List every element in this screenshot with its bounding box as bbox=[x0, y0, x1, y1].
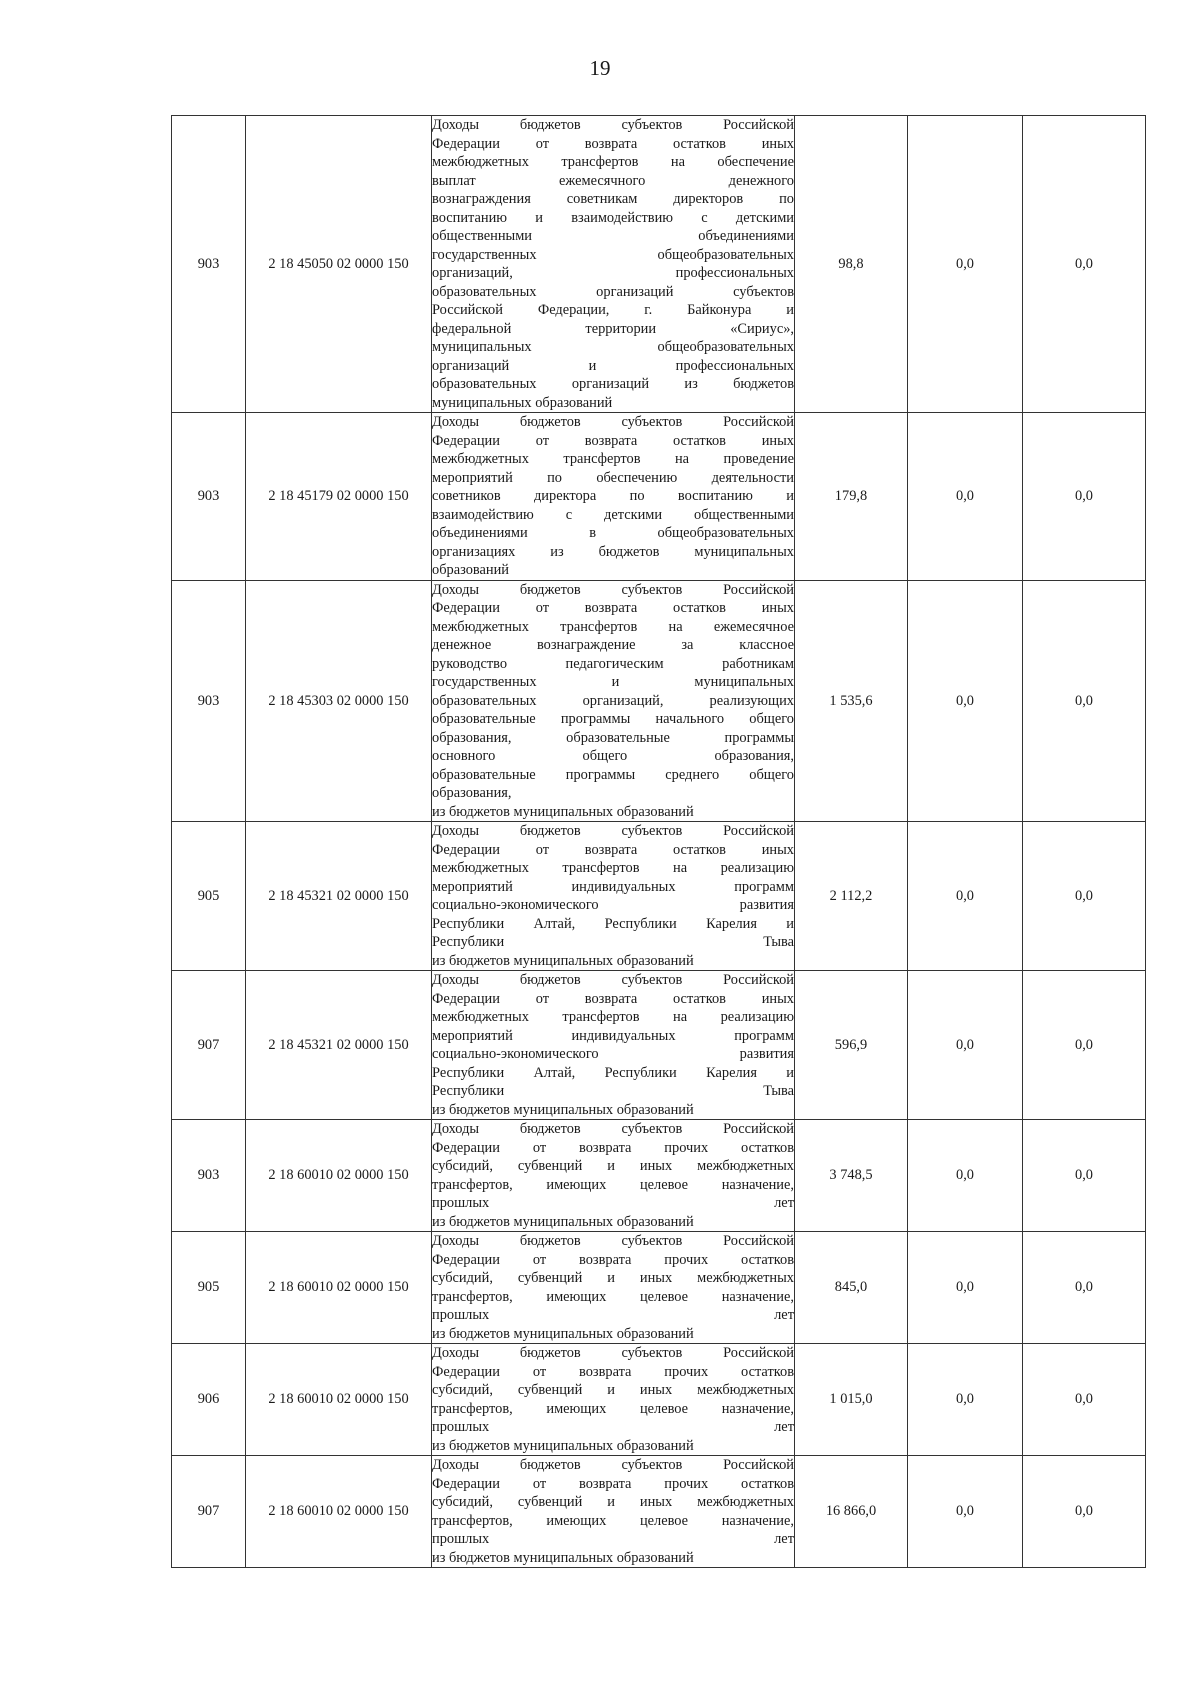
description-line: образования, образовательные программы bbox=[432, 729, 794, 746]
description-line: межбюджетных трансфертов на реализацию bbox=[432, 860, 794, 876]
description-line: из бюджетов муниципальных образований bbox=[432, 1101, 694, 1118]
admin-code-cell: 907 bbox=[172, 971, 246, 1120]
amount-plan-2-cell: 0,0 bbox=[1023, 1120, 1146, 1232]
table-row bbox=[172, 413, 1146, 581]
budget-code-cell: 2 18 60010 02 0000 150 bbox=[246, 1344, 432, 1456]
description-line: Федерации от возврата прочих остатков bbox=[432, 1139, 794, 1156]
description-line: вознаграждения советникам директоров по bbox=[432, 191, 794, 207]
description-line: трансфертов, имеющих целевое назначение, bbox=[432, 1512, 794, 1529]
description-line: образовательные программы среднего общего bbox=[432, 766, 794, 783]
description-line: Доходы бюджетов субъектов Российской bbox=[432, 1233, 794, 1249]
admin-code-cell: 906 bbox=[172, 1344, 246, 1456]
amount-cell: 179,8 bbox=[795, 413, 908, 581]
description-cell bbox=[432, 1232, 795, 1344]
description-line: Федерации от возврата остатков иных bbox=[432, 841, 794, 858]
description-line: субсидий, субвенций и иных межбюджетных bbox=[432, 1382, 794, 1398]
description-line: Республики Тыва bbox=[432, 1083, 794, 1099]
description-line: трансфертов, имеющих целевое назначение, bbox=[432, 1400, 794, 1417]
description-line: организаций и профессиональных bbox=[432, 357, 794, 374]
amount-plan-2-cell: 0,0 bbox=[1023, 413, 1146, 581]
description-line: прошлых лет bbox=[432, 1531, 794, 1547]
amount-plan-1-cell: 0,0 bbox=[908, 580, 1023, 822]
description-line: общественными объединениями bbox=[432, 228, 794, 244]
amount-plan-2-cell: 0,0 bbox=[1023, 822, 1146, 971]
description-line: из бюджетов муниципальных образований bbox=[432, 1213, 694, 1230]
amount-cell: 16 866,0 bbox=[795, 1456, 908, 1568]
description-line: Федерации от возврата остатков иных bbox=[432, 135, 794, 152]
description-line: Республики Алтай, Республики Карелия и bbox=[432, 915, 794, 932]
description-line: субсидий, субвенций и иных межбюджетных bbox=[432, 1270, 794, 1286]
description-line: Доходы бюджетов субъектов Российской bbox=[432, 823, 794, 839]
amount-plan-2-cell: 0,0 bbox=[1023, 1344, 1146, 1456]
description-line: организаций, профессиональных bbox=[432, 265, 794, 281]
amount-cell: 1 535,6 bbox=[795, 580, 908, 822]
amount-plan-1-cell: 0,0 bbox=[908, 1120, 1023, 1232]
description-line: Федерации от возврата остатков иных bbox=[432, 600, 794, 616]
description-cell bbox=[432, 1120, 795, 1232]
amount-plan-1-cell: 0,0 bbox=[908, 1456, 1023, 1568]
description-line: федеральной территории «Сириус», bbox=[432, 320, 794, 337]
description-line: Федерации от возврата прочих остатков bbox=[432, 1251, 794, 1268]
description-line: субсидий, субвенций и иных межбюджетных bbox=[432, 1158, 794, 1174]
budget-code-cell: 2 18 45179 02 0000 150 bbox=[246, 413, 432, 581]
description-line: муниципальных образований bbox=[432, 394, 613, 411]
admin-code-cell: 905 bbox=[172, 822, 246, 971]
description-line: межбюджетных трансфертов на обеспечение bbox=[432, 154, 794, 170]
amount-plan-2-cell: 0,0 bbox=[1023, 1232, 1146, 1344]
description-line: Доходы бюджетов субъектов Российской bbox=[432, 414, 794, 430]
admin-code-cell: 907 bbox=[172, 1456, 246, 1568]
description-line: руководство педагогическим работникам bbox=[432, 655, 794, 672]
description-line: трансфертов, имеющих целевое назначение, bbox=[432, 1176, 794, 1193]
table-row bbox=[172, 1232, 1146, 1344]
description-line: объединениями в общеобразовательных bbox=[432, 525, 794, 541]
table-row bbox=[172, 116, 1146, 413]
table-row bbox=[172, 1344, 1146, 1456]
description-line: выплат ежемесячного денежного bbox=[432, 172, 794, 189]
amount-cell: 98,8 bbox=[795, 116, 908, 413]
description-line: государственных общеобразовательных bbox=[432, 246, 794, 263]
budget-code-cell: 2 18 45321 02 0000 150 bbox=[246, 971, 432, 1120]
table-row bbox=[172, 580, 1146, 822]
description-line: образования, bbox=[432, 785, 512, 801]
amount-plan-1-cell: 0,0 bbox=[908, 1232, 1023, 1344]
description-line: из бюджетов муниципальных образований bbox=[432, 952, 694, 969]
description-line: взаимодействию с детскими общественными bbox=[432, 506, 794, 523]
description-cell bbox=[432, 580, 795, 822]
description-line: советников директора по воспитанию и bbox=[432, 488, 794, 504]
budget-code-cell: 2 18 60010 02 0000 150 bbox=[246, 1232, 432, 1344]
description-line: из бюджетов муниципальных образований bbox=[432, 1437, 694, 1454]
description-line: социально-экономического развития bbox=[432, 897, 794, 913]
description-line: Доходы бюджетов субъектов Российской bbox=[432, 117, 794, 133]
description-line: Доходы бюджетов субъектов Российской bbox=[432, 1457, 794, 1473]
admin-code-cell: 903 bbox=[172, 1120, 246, 1232]
description-line: социально-экономического развития bbox=[432, 1046, 794, 1062]
description-cell bbox=[432, 116, 795, 413]
amount-cell: 845,0 bbox=[795, 1232, 908, 1344]
description-line: Доходы бюджетов субъектов Российской bbox=[432, 972, 794, 988]
description-line: образований bbox=[432, 562, 509, 578]
admin-code-cell: 903 bbox=[172, 116, 246, 413]
description-line: прошлых лет bbox=[432, 1419, 794, 1435]
table-row bbox=[172, 822, 1146, 971]
description-line: Федерации от возврата остатков иных bbox=[432, 432, 794, 449]
budget-revenue-table bbox=[171, 115, 1146, 1568]
description-line: межбюджетных трансфертов на проведение bbox=[432, 451, 794, 467]
description-cell bbox=[432, 1456, 795, 1568]
description-line: воспитанию и взаимодействию с детскими bbox=[432, 209, 794, 226]
description-line: образовательных организаций, реализующих bbox=[432, 692, 794, 709]
description-line: Федерации от возврата прочих остатков bbox=[432, 1475, 794, 1492]
description-line: мероприятий индивидуальных программ bbox=[432, 878, 794, 895]
description-line: образовательных организаций субъектов bbox=[432, 283, 794, 300]
budget-code-cell: 2 18 45321 02 0000 150 bbox=[246, 822, 432, 971]
admin-code-cell: 905 bbox=[172, 1232, 246, 1344]
description-line: Республики Тыва bbox=[432, 934, 794, 950]
table-row bbox=[172, 971, 1146, 1120]
description-line: Федерации от возврата прочих остатков bbox=[432, 1363, 794, 1380]
amount-plan-1-cell: 0,0 bbox=[908, 1344, 1023, 1456]
table-row bbox=[172, 1120, 1146, 1232]
description-line: основного общего образования, bbox=[432, 748, 794, 764]
description-line: из бюджетов муниципальных образований bbox=[432, 803, 694, 820]
budget-code-cell: 2 18 60010 02 0000 150 bbox=[246, 1456, 432, 1568]
amount-plan-1-cell: 0,0 bbox=[908, 971, 1023, 1120]
description-line: межбюджетных трансфертов на реализацию bbox=[432, 1009, 794, 1025]
description-line: прошлых лет bbox=[432, 1307, 794, 1323]
description-line: трансфертов, имеющих целевое назначение, bbox=[432, 1288, 794, 1305]
description-cell bbox=[432, 413, 795, 581]
description-line: государственных и муниципальных bbox=[432, 674, 794, 690]
budget-code-cell: 2 18 45050 02 0000 150 bbox=[246, 116, 432, 413]
description-line: образовательные программы начального общего bbox=[432, 711, 794, 727]
description-line: межбюджетных трансфертов на ежемесячное bbox=[432, 618, 794, 635]
budget-code-cell: 2 18 45303 02 0000 150 bbox=[246, 580, 432, 822]
description-line: из бюджетов муниципальных образований bbox=[432, 1325, 694, 1342]
amount-plan-2-cell: 0,0 bbox=[1023, 1456, 1146, 1568]
description-line: мероприятий по обеспечению деятельности bbox=[432, 469, 794, 486]
amount-plan-1-cell: 0,0 bbox=[908, 822, 1023, 971]
description-cell bbox=[432, 971, 795, 1120]
description-line: денежное вознаграждение за классное bbox=[432, 637, 794, 653]
description-cell bbox=[432, 1344, 795, 1456]
description-line: Республики Алтай, Республики Карелия и bbox=[432, 1064, 794, 1081]
description-line: прошлых лет bbox=[432, 1195, 794, 1211]
description-line: мероприятий индивидуальных программ bbox=[432, 1027, 794, 1044]
amount-cell: 2 112,2 bbox=[795, 822, 908, 971]
admin-code-cell: 903 bbox=[172, 413, 246, 581]
amount-plan-2-cell: 0,0 bbox=[1023, 580, 1146, 822]
admin-code-cell: 903 bbox=[172, 580, 246, 822]
description-line: муниципальных общеобразовательных bbox=[432, 339, 794, 355]
description-line: из бюджетов муниципальных образований bbox=[432, 1549, 694, 1566]
table-row bbox=[172, 1456, 1146, 1568]
amount-cell: 3 748,5 bbox=[795, 1120, 908, 1232]
page-number: 19 bbox=[589, 56, 611, 80]
amount-plan-2-cell: 0,0 bbox=[1023, 116, 1146, 413]
amount-plan-1-cell: 0,0 bbox=[908, 116, 1023, 413]
amount-cell: 1 015,0 bbox=[795, 1344, 908, 1456]
amount-plan-2-cell: 0,0 bbox=[1023, 971, 1146, 1120]
description-line: Федерации от возврата остатков иных bbox=[432, 990, 794, 1007]
description-line: субсидий, субвенций и иных межбюджетных bbox=[432, 1494, 794, 1510]
description-line: Доходы бюджетов субъектов Российской bbox=[432, 1345, 794, 1361]
amount-cell: 596,9 bbox=[795, 971, 908, 1120]
description-line: Российской Федерации, г. Байконура и bbox=[432, 302, 794, 318]
description-cell bbox=[432, 822, 795, 971]
description-line: образовательных организаций из бюджетов bbox=[432, 376, 794, 392]
amount-plan-1-cell: 0,0 bbox=[908, 413, 1023, 581]
description-line: Доходы бюджетов субъектов Российской bbox=[432, 1121, 794, 1137]
description-line: организациях из бюджетов муниципальных bbox=[432, 543, 794, 560]
budget-code-cell: 2 18 60010 02 0000 150 bbox=[246, 1120, 432, 1232]
description-line: Доходы бюджетов субъектов Российской bbox=[432, 581, 794, 598]
